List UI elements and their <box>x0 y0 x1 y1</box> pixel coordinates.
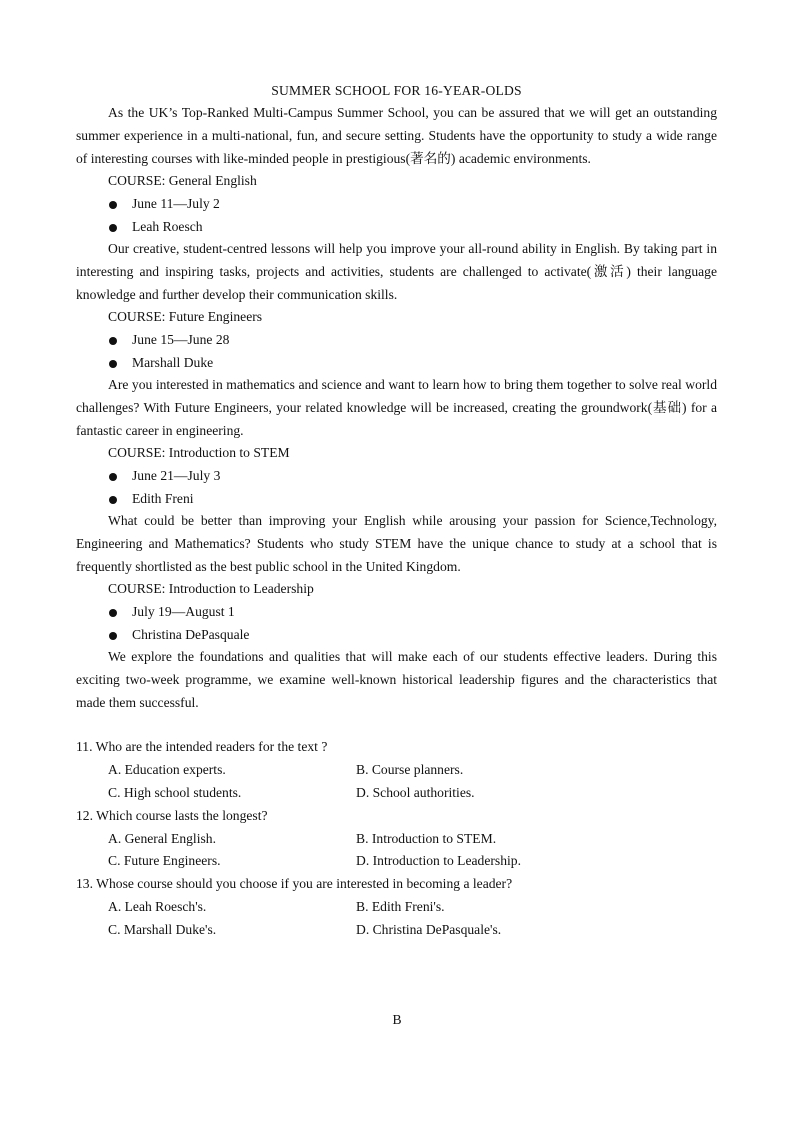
course-teacher-text: Christina DePasquale <box>132 626 250 642</box>
bullet-icon <box>109 632 117 640</box>
course-heading: COURSE: Future Engineers <box>108 309 263 325</box>
option-b: B. Introduction to STEM. <box>356 830 497 846</box>
option-d: D. Introduction to Leadership. <box>356 853 521 869</box>
option-row <box>76 896 717 919</box>
bullet-icon <box>109 201 117 209</box>
option-row <box>76 919 717 942</box>
document-page <box>76 80 717 942</box>
bullet-icon <box>109 496 117 504</box>
course-description: Are you interested in mathematics and science and want to learn how to bring them together to solve real world challenges? With Future Engineers, your related knowledge will be increased, creating the groundwork(基础) for a fantastic career in engineering. <box>76 377 717 438</box>
course-description: Our creative, student-centred lessons will help you improve your all-round ability in English. By taking part in interesting and inspiring tasks, projects and activities, students are challenged to activate(激活) their language knowledge and further develop their communication skills. <box>76 241 717 302</box>
bullet-icon <box>109 609 117 617</box>
option-c: C. High school students. <box>108 784 242 800</box>
option-row <box>76 828 717 851</box>
course-heading: COURSE: General English <box>108 173 257 189</box>
course-dates-text: June 11—July 2 <box>132 196 220 212</box>
question-stem: 13. Whose course should you choose if you are interested in becoming a leader? <box>76 876 513 892</box>
section-spacer <box>76 714 717 736</box>
option-b: B. Course planners. <box>356 762 464 778</box>
course-teacher-text: Marshall Duke <box>132 354 214 370</box>
course-dates <box>76 465 717 487</box>
course-description: We explore the foundations and qualities that will make each of our students effective leaders. During this exciting two-week programme, we examine well-known historical leadership figures and the characteristics that made them successful. <box>76 649 717 710</box>
course-heading: COURSE: Introduction to STEM <box>108 445 290 461</box>
bullet-icon <box>109 360 117 368</box>
option-c: C. Marshall Duke's. <box>108 921 217 937</box>
course-teacher <box>76 488 717 510</box>
course-dates-text: June 21—July 3 <box>132 468 221 484</box>
option-row <box>76 850 717 873</box>
bullet-icon <box>109 337 117 345</box>
course-teacher-text: Leah Roesch <box>132 218 203 234</box>
option-d: D. Christina DePasquale's. <box>356 921 502 937</box>
section-label: B <box>392 1012 402 1027</box>
course-dates <box>76 193 717 215</box>
course-teacher <box>76 352 717 374</box>
option-a: A. Leah Roesch's. <box>108 898 207 914</box>
course-teacher <box>76 216 717 238</box>
option-a: A. Education experts. <box>108 762 226 778</box>
option-d: D. School authorities. <box>356 784 475 800</box>
course-dates <box>76 329 717 351</box>
bullet-icon <box>109 473 117 481</box>
bullet-icon <box>109 224 117 232</box>
course-description: What could be better than improving your English while arousing your passion for Science,Technology, Engineering and Mathematics? Students who study STEM have the unique chance to study at a school that is frequently shortlisted as the best public school in the United Kingdom. <box>76 513 717 574</box>
course-heading: COURSE: Introduction to Leadership <box>108 581 314 597</box>
question-stem: 11. Who are the intended readers for the text ? <box>76 739 328 755</box>
course-teacher-text: Edith Freni <box>132 490 194 506</box>
option-c: C. Future Engineers. <box>108 853 221 869</box>
course-dates <box>76 601 717 623</box>
option-b: B. Edith Freni's. <box>356 898 445 914</box>
option-row <box>76 759 717 782</box>
course-teacher <box>76 624 717 646</box>
option-row <box>76 782 717 805</box>
intro-paragraph: As the UK’s Top-Ranked Multi-Campus Summer School, you can be assured that we will get an outstanding summer experience in a multi-national, fun, and secure setting. Students have the opportunity to study a wide range of interesting courses with like-minded people in prestigious(著名的) academic environments. <box>76 105 717 166</box>
option-a: A. General English. <box>108 830 216 846</box>
question-stem: 12. Which course lasts the longest? <box>76 807 268 823</box>
course-dates-text: June 15—June 28 <box>132 332 230 348</box>
course-dates-text: July 19—August 1 <box>132 604 235 620</box>
document-title: SUMMER SCHOOL FOR 16-YEAR-OLDS <box>271 83 522 98</box>
